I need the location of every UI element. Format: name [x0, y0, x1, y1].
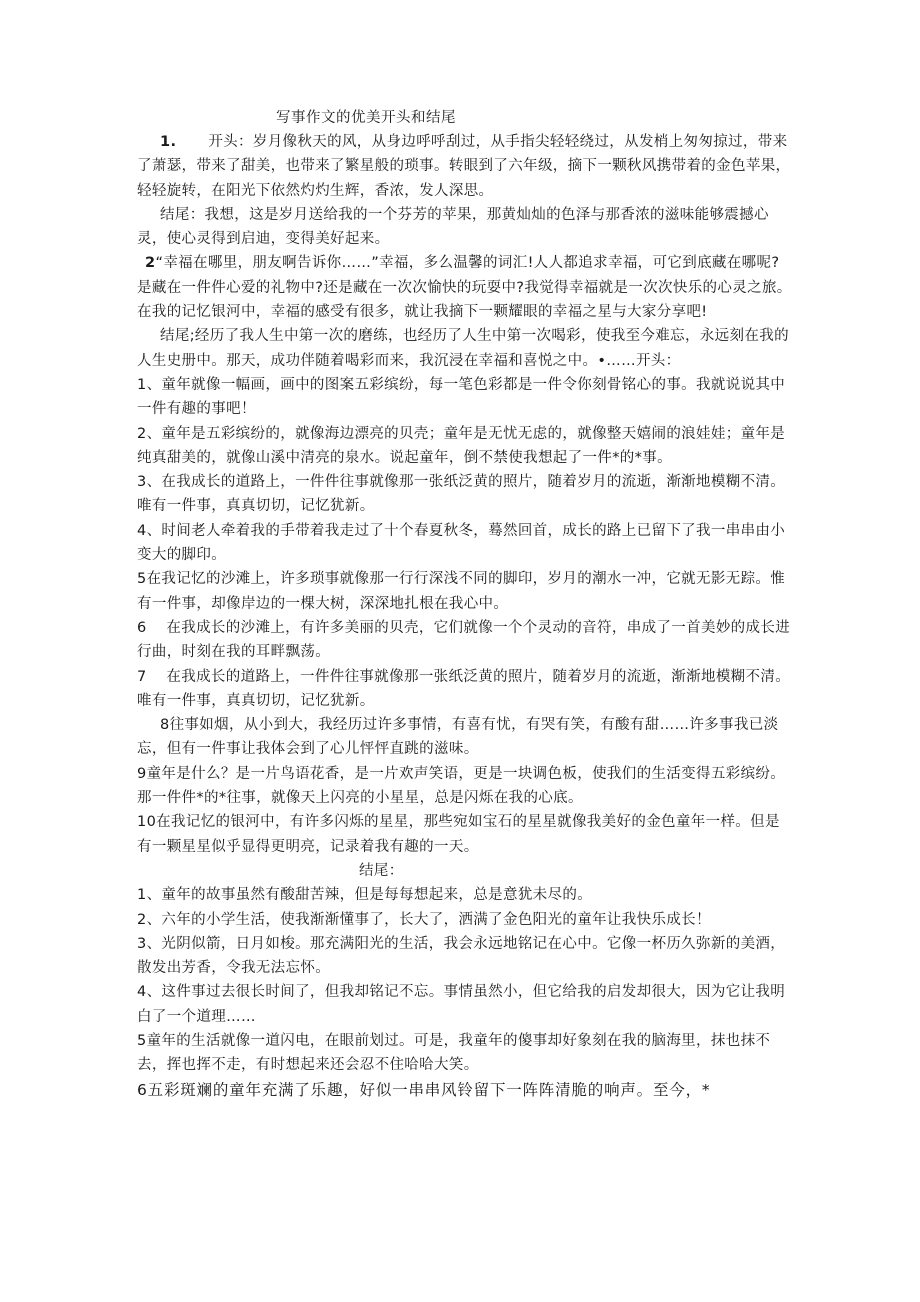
ending-item-5: 5童年的生活就像一道闪电，在眼前划过。可是，我童年的傻事却好象刻在我的脑海里，抹也抹不去，挥也挥不走，有时想起来还会忍不住哈哈大笑。	[137, 1032, 771, 1074]
opening-item-2: 2、童年是五彩缤纷的，就像海边漂亮的贝壳；童年是无忧无虑的，就像整天嬉闹的浪娃娃；童年是纯真甜美的，就像山溪中清亮的泉水。说起童年，倒不禁使我想起了一件*的*事。	[137, 425, 786, 466]
opening-item-5: 5在我记忆的沙滩上，许多琐事就像那一行行深浅不同的脚印，岁月的潮水一冲，它就无影无踪。惟有一件事，却像岸边的一棵大树，深深地扎根在我心中。	[137, 571, 786, 612]
section-1-opening	[137, 130, 792, 203]
section-2-opening	[137, 251, 792, 324]
opening-item-10: 10在我记忆的银河中，有许多闪烁的星星，那些宛如宝石的星星就像我美好的金色童年一样。但是有一颗星星似乎显得更明亮，记录着我有趣的一天。	[137, 814, 780, 855]
ending-item-2: 2、六年的小学生活，使我渐渐懂事了，长大了，洒满了金色阳光的童年让我快乐成长！	[137, 911, 711, 928]
opening-item-4: 4、时间老人牵着我的手带着我走过了十个春夏秋冬，蓦然回首，成长的路上已留下了我一串串由小变大的脚印。	[137, 522, 786, 564]
section-1-opening-text: 开头：岁月像秋天的风，从身边呼呼刮过，从手指尖轻轻绕过，从发梢上匆匆掠过，带来了萧瑟，带来了甜美，也带来了繁星般的琐事。转眼到了六年级，摘下一颗秋风携带着的金色苹果，轻轻旋转，在阳光下依然灼灼生辉，香浓，发人深思。	[137, 134, 791, 199]
section-2-ending: 结尾;经历了我人生中第一次的磨练，也经历了人生中第一次喝彩，使我至今难忘，永远刻在我的人生史册中。那天，成功伴随着喝彩而来，我沉浸在幸福和喜悦之中。•……开头：	[137, 328, 789, 369]
opening-item-7: 7 在我成长的道路上，一件件往事就像那一张纸泛黄的照片，随着岁月的流逝，渐渐地模糊不清。唯有一件事，真真切切，记忆犹新。	[137, 668, 791, 709]
ending-item-3: 3、光阴似箭，日月如梭。那充满阳光的生活，我会永远地铭记在心中。它像一杯历久弥新的美酒，散发出芳香，令我无法忘怀。	[137, 935, 786, 977]
opening-item-8: 8往事如烟，从小到大，我经历过许多事情，有喜有忧，有哭有笑，有酸有甜……许多事我已淡忘，但有一件事让我体会到了心儿怦怦直跳的滋味。	[137, 717, 779, 758]
ending-item-4: 4、这件事过去很长时间了，但我却铭记不忘。事情虽然小，但它给我的启发却很大，因为它让我明白了一个道理……	[137, 984, 786, 1025]
opening-item-6: 6 在我成长的沙滩上，有许多美丽的贝壳，它们就像一个个灵动的音符，串成了一首美妙的成长进行曲，时刻在我的耳畔飘荡。	[137, 619, 791, 661]
section-2-opening-text: “幸福在哪里，朋友啊告诉你……”幸福，多么温馨的词汇!人人都追求幸福，可它到底藏在哪呢?是藏在一件件心爱的礼物中?还是藏在一次次愉快的玩耍中?我觉得幸福就是一次次快乐的心灵之旅。在我的记忆银河中，幸福的感受有很多，就让我摘下一颗耀眼的幸福之星与大家分享吧!	[137, 255, 792, 321]
opening-item-9: 9童年是什么？是一片鸟语花香，是一片欢声笑语，更是一块调色板，使我们的生活变得五彩缤纷。那一件件*的*往事，就像天上闪亮的小星星，总是闪烁在我的心底。	[137, 765, 786, 807]
section-1-ending: 结尾：我想，这是岁月送给我的一个芬芳的苹果，那黄灿灿的色泽与那香浓的滋味能够震撼心灵，使心灵得到启迪，变得美好起来。	[137, 206, 769, 248]
opening-item-3: 3、在我成长的道路上，一件件往事就像那一张纸泛黄的照片，随着岁月的流逝，渐渐地模糊不清。唯有一件事，真真切切，记忆犹新。	[137, 474, 786, 515]
opening-item-1: 1、童年就像一幅画，画中的图案五彩缤纷，每一笔色彩都是一件令你刻骨铭心的事。我就说说其中一件有趣的事吧！	[137, 376, 786, 418]
document-body	[137, 130, 792, 1102]
ending-item-6: 6五彩斑斓的童年充满了乐趣，好似一串串风铃留下一阵阵清脆的响声。至今，*	[137, 1080, 711, 1099]
section-1-number: 1.	[160, 134, 177, 150]
document-title: 写事作文的优美开头和结尾	[276, 110, 456, 126]
ending-item-1: 1、童年的故事虽然有酸甜苦辣，但是每每想起来，总是意犹未尽的。	[137, 887, 593, 904]
ending-heading: 结尾：	[359, 862, 404, 879]
section-2-number: 2	[145, 255, 156, 272]
